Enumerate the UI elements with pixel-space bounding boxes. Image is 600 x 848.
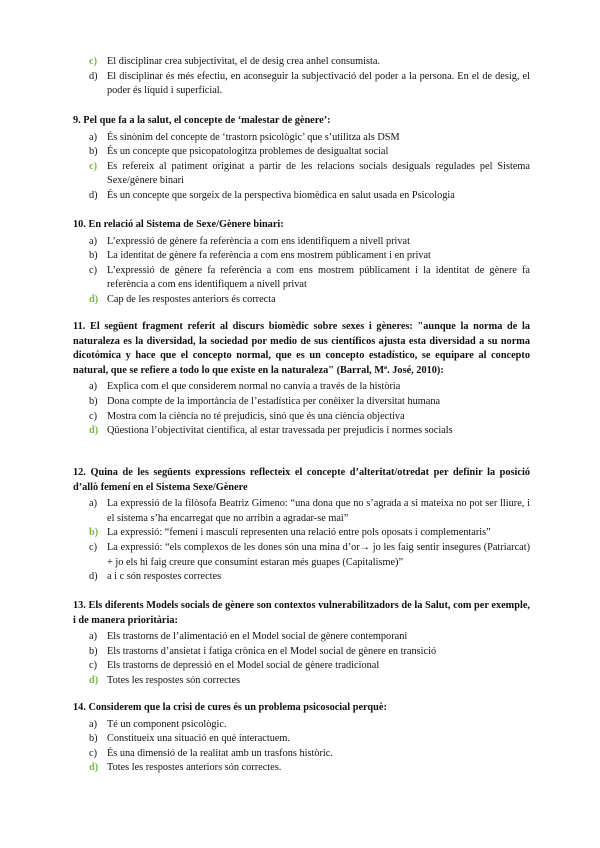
option-b xyxy=(73,645,530,660)
option-letter-correct: b) xyxy=(89,527,99,539)
option-text: És un concepte que sorgeix de la perspectiva biomèdica en salut usada en Psicologia xyxy=(107,189,455,201)
question-title: 12. Quina de les següents expressions reflecteix el concepte d’alteritat/otredat per definir la posició d’allò femení en el Sistema Sexe/Gènere xyxy=(73,467,530,493)
question-title: 13. Els diferents Models socials de gènere son contextos vulnerabilitzadors de la Salut, com per exemple, i de manera prioritària: xyxy=(73,600,530,626)
option-text: Explica com el que considerem normal no canvia a través de la història xyxy=(107,381,401,393)
option-text: Constitueix una situació en què interactuem. xyxy=(107,733,291,745)
option-letter: b) xyxy=(89,645,98,657)
option-text: És un concepte que psicopatologitza problemes de desigualtat social xyxy=(107,146,389,158)
option-letter-correct: c) xyxy=(89,56,97,67)
option-letter-correct: d) xyxy=(89,762,99,774)
option-text: El disciplinar crea subjectivitat, el de desig crea anhel consumista. xyxy=(107,56,381,67)
option-text: La expressió de la filòsofa Beatriz Gimeno: “una dona que no s’agrada a si mateixa no pot ser lliure, i el sistema s’ha encarregat que no arribin a agradar-se mai” xyxy=(107,498,530,524)
option-c xyxy=(73,541,530,570)
option-c xyxy=(73,264,530,293)
option-text: L’expressió de gènere fa referència a com ens mostrem públicament i la identitat de gènere fa referència a com ens identifiquem a nivell privat xyxy=(107,264,530,291)
option-letter: d) xyxy=(89,70,98,82)
question-11 xyxy=(73,320,530,439)
option-text: És sinònim del concepte de ‘trastorn psicològic’ que s’utilitza als DSM xyxy=(107,131,400,143)
question-14 xyxy=(73,701,530,776)
option-letter-correct: d) xyxy=(89,674,99,686)
option-letter-correct: c) xyxy=(89,160,97,172)
option-text: a i c són respostes correctes xyxy=(107,571,222,583)
option-letter: c) xyxy=(89,410,97,422)
option-b xyxy=(73,145,530,160)
option-letter-correct: d) xyxy=(89,425,99,437)
option-text: L’expressió de gènere fa referència a com ens identifiquem a nivell privat xyxy=(107,235,410,247)
option-letter: b) xyxy=(89,250,98,262)
option-c xyxy=(73,747,530,762)
option-text: El disciplinar és més efectiu, en aconseguir la subjectivació del poder a la persona. En el de desig, el poder és líquid i superficial. xyxy=(107,70,530,97)
option-d xyxy=(73,570,530,585)
option-text: Els trastorns de l’alimentació en el Model social de gènere contemporani xyxy=(107,631,408,643)
option-letter: b) xyxy=(89,146,98,158)
question-title: 11. El següent fragment referit al discurs biomèdic sobre sexes i gèneres: "aunque la norma de la naturaleza es la diversidad, la sociedad por medio de sus científicos ajusta esta diversidad a su norma dicotómica y hace que el concepto normal, que es un concepto estadístico, se equipare al concepto natural, que se refiere a todo lo que existe en la naturaleza" (Barral, Mª. José, 2010): xyxy=(73,321,530,376)
option-letter: b) xyxy=(89,733,98,745)
option-text: La expressió: “femení i masculí representen una relació entre pols oposats i complementaris” xyxy=(107,527,491,539)
option-text: La expressió: “els complexos de les dones són una mina d’or→ jo les faig sentir insegures (Patriarcat) + jo els hi faig creure que consumint estaran més guapes (Capitalisme)” xyxy=(107,541,530,568)
option-a xyxy=(73,630,530,645)
option-text: Qüestiona l’objectivitat científica, al estar travessada per prejudicis i normes socials xyxy=(107,425,453,437)
option-letter: a) xyxy=(89,381,97,393)
question-13 xyxy=(73,599,530,689)
option-c xyxy=(73,160,530,189)
option-text: Té un component psicològic. xyxy=(107,718,227,730)
question-8-continued xyxy=(73,55,530,99)
option-a xyxy=(73,235,530,250)
option-letter: b) xyxy=(89,395,98,407)
option-d xyxy=(73,293,530,308)
option-c xyxy=(73,410,530,425)
question-9 xyxy=(73,114,530,204)
option-text: Cap de les respostes anteriors és correcta xyxy=(107,293,276,305)
option-text: Dona compte de la importància de l’estadística per conèixer la diversitat humana xyxy=(107,395,441,407)
question-12 xyxy=(73,466,530,585)
option-d xyxy=(73,424,530,439)
question-title: 9. Pel que fa a la salut, el concepte de ‘malestar de gènere’: xyxy=(73,115,331,126)
option-a xyxy=(73,380,530,395)
option-letter: c) xyxy=(89,541,97,553)
option-letter: c) xyxy=(89,660,97,672)
question-title: 14. Considerem que la crisi de cures és un problema psicosocial perquè: xyxy=(73,702,387,713)
option-text: Els trastorns d’ansietat i fatiga crònica en el Model social de gènere en transició xyxy=(107,645,437,657)
option-a xyxy=(73,131,530,146)
option-text: Totes les respostes anteriors són correctes. xyxy=(107,762,282,774)
option-d xyxy=(73,189,530,204)
question-10 xyxy=(73,218,530,308)
option-letter: c) xyxy=(89,747,97,759)
option-c xyxy=(73,659,530,674)
option-letter: d) xyxy=(89,571,98,583)
question-title: 10. En relació al Sistema de Sexe/Gènere binari: xyxy=(73,219,284,230)
option-b xyxy=(73,526,530,541)
option-d xyxy=(73,761,530,776)
option-text: La identitat de gènere fa referència a com ens mostrem públicament i en privat xyxy=(107,250,431,262)
option-a xyxy=(73,497,530,526)
option-a xyxy=(73,718,530,733)
option-b xyxy=(73,395,530,410)
option-text: És una dimensió de la realitat amb un trasfons històric. xyxy=(107,747,333,759)
option-letter: a) xyxy=(89,631,97,643)
option-text: Es refereix al patiment originat a partir de les relacions socials desiguals regulades pel Sistema Sexe/gènere binari xyxy=(107,160,530,187)
option-letter: a) xyxy=(89,718,97,730)
option-b xyxy=(73,249,530,264)
option-letter: a) xyxy=(89,131,97,143)
option-b xyxy=(73,732,530,747)
option-letter: a) xyxy=(89,498,97,510)
option-d xyxy=(73,70,530,99)
option-letter: a) xyxy=(89,235,97,247)
option-c xyxy=(73,55,530,70)
option-letter: c) xyxy=(89,264,97,276)
option-text: Mostra com la ciència no té prejudicis, sinó que és una ciència objectiva xyxy=(107,410,405,422)
option-d xyxy=(73,674,530,689)
option-letter: d) xyxy=(89,189,98,201)
option-text: Els trastorns de depressió en el Model social de gènere tradicional xyxy=(107,660,380,672)
option-text: Totes les respostes són correctes xyxy=(107,674,241,686)
option-letter-correct: d) xyxy=(89,293,99,305)
